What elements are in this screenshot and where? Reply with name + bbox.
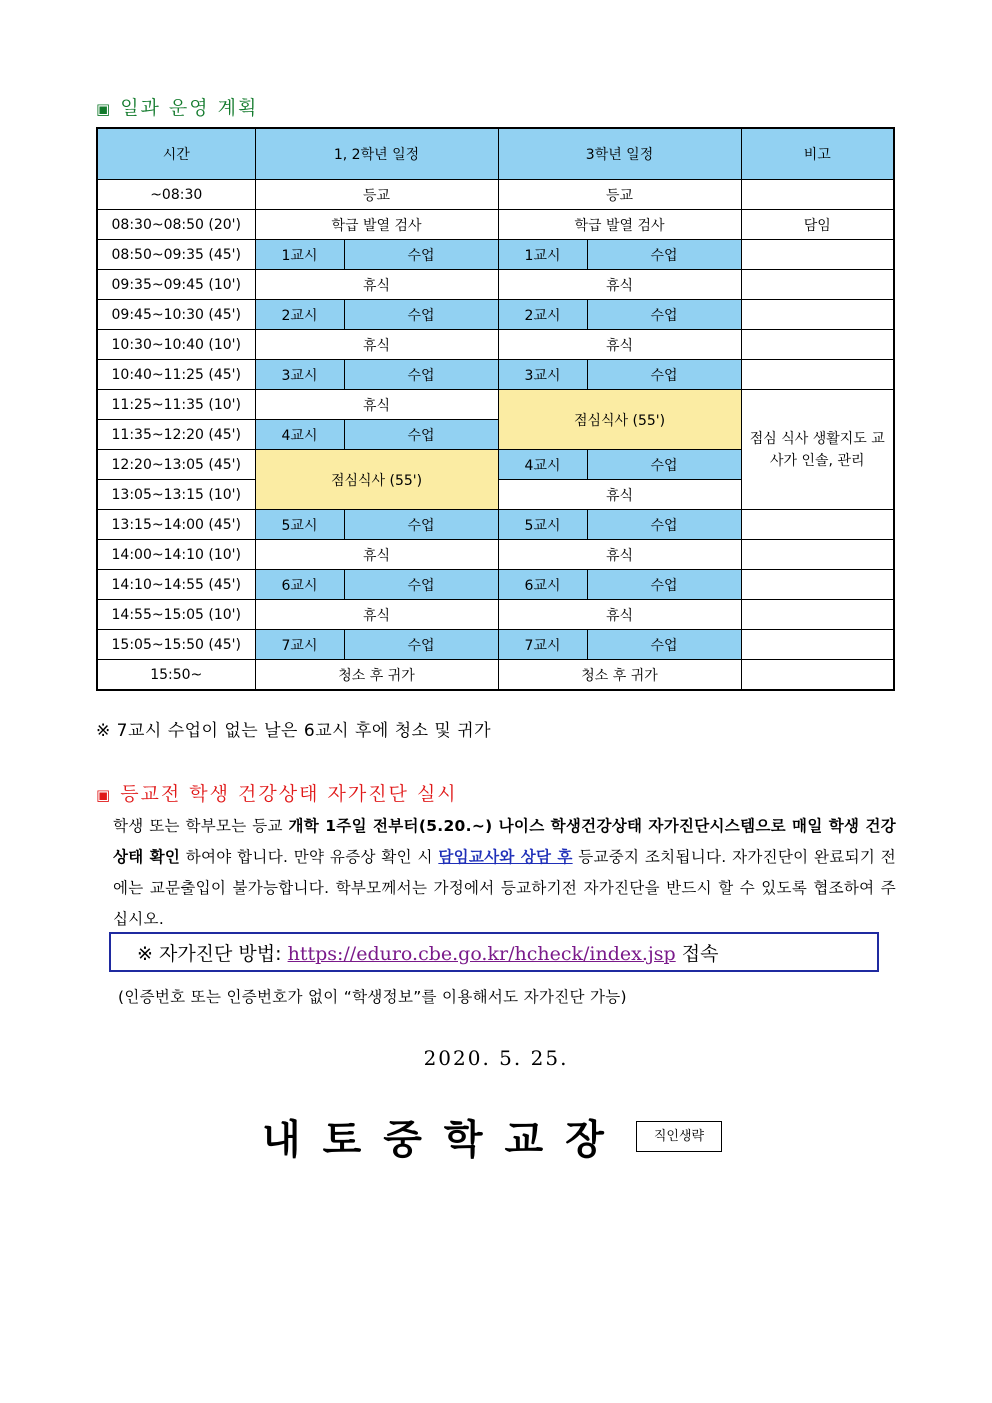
grade3-cell: 등교 xyxy=(498,180,741,210)
lunch-supervision-note-cell: 점심 식사 생활지도 교사가 인솔, 관리 xyxy=(741,390,894,510)
grade3-cell: 휴식 xyxy=(498,330,741,360)
grade3-period-cell: 5교시 xyxy=(498,510,587,540)
table-row xyxy=(97,300,894,330)
header-time: 시간 xyxy=(97,128,255,180)
grade12-cell: 학급 발열 검사 xyxy=(255,210,498,240)
grade3-period-cell: 2교시 xyxy=(498,300,587,330)
table-row xyxy=(97,210,894,240)
note-cell xyxy=(741,570,894,600)
table-row xyxy=(97,600,894,630)
grade12-class-cell: 수업 xyxy=(344,630,498,660)
note-cell xyxy=(741,300,894,330)
note-cell xyxy=(741,330,894,360)
grade12-class-cell: 수업 xyxy=(344,240,498,270)
grade3-period-cell: 7교시 xyxy=(498,630,587,660)
table-row xyxy=(97,540,894,570)
grade12-cell: 휴식 xyxy=(255,600,498,630)
grade12-class-cell: 수업 xyxy=(344,570,498,600)
time-cell: 14:55~15:05 (10') xyxy=(97,600,255,630)
square-bullet-icon: ▣ xyxy=(96,786,111,804)
self-check-paragraph xyxy=(113,811,896,935)
para-text-3: 등교중지 조치됩니다. 자가진단이 완료되기 전에는 교문출입이 불가능합니다. 학부모께서는 가정에서 등교하기전 자가진단을 반드시 할 수 있도록 협조하여 주십시오. xyxy=(113,848,896,928)
grade12-period-cell: 4교시 xyxy=(255,420,344,450)
grade3-class-cell: 수업 xyxy=(587,360,741,390)
note-cell xyxy=(741,660,894,691)
grade3-cell: 학급 발열 검사 xyxy=(498,210,741,240)
table-row xyxy=(97,330,894,360)
grade12-cell: 등교 xyxy=(255,180,498,210)
para-text-2: 하여야 합니다. 만약 유증상 확인 시 xyxy=(180,848,439,866)
grade3-class-cell: 수업 xyxy=(587,630,741,660)
note-cell xyxy=(741,270,894,300)
section-title-text: 일과 운영 계획 xyxy=(120,97,259,119)
principal-signature: 내토중학교장 xyxy=(262,1117,626,1163)
grade12-cell: 휴식 xyxy=(255,390,498,420)
note-cell xyxy=(741,180,894,210)
grade3-cell: 휴식 xyxy=(498,600,741,630)
note-cell xyxy=(741,600,894,630)
time-cell: 09:35~09:45 (10') xyxy=(97,270,255,300)
schedule-table xyxy=(96,127,895,691)
grade3-cell: 휴식 xyxy=(498,270,741,300)
note-cell xyxy=(741,360,894,390)
homeroom-teacher-consult-link: 담임교사와 상담 후 xyxy=(438,848,573,866)
grade12-class-cell: 수업 xyxy=(344,360,498,390)
note-cell xyxy=(741,240,894,270)
note-cell xyxy=(741,630,894,660)
grade3-period-cell: 3교시 xyxy=(498,360,587,390)
grade12-cell: 휴식 xyxy=(255,540,498,570)
header-note: 비고 xyxy=(741,128,894,180)
time-cell: 08:30~08:50 (20') xyxy=(97,210,255,240)
grade12-cell: 휴식 xyxy=(255,330,498,360)
para-bold-1: 개학 1주일 전부터(5.20.~) 나이스 학생건강상태 자가진단시스템으로 매일 학생 건강상태 확인 xyxy=(113,817,897,866)
method-prefix: ※ 자가진단 방법: xyxy=(137,943,288,965)
time-cell: 15:05~15:50 (45') xyxy=(97,630,255,660)
time-cell: ~08:30 xyxy=(97,180,255,210)
grade3-class-cell: 수업 xyxy=(587,570,741,600)
table-row xyxy=(97,510,894,540)
time-cell: 10:40~11:25 (45') xyxy=(97,360,255,390)
grade12-period-cell: 2교시 xyxy=(255,300,344,330)
table-row xyxy=(97,660,894,691)
grade12-lunch-cell: 점심식사 (55') xyxy=(255,450,498,510)
time-cell: 10:30~10:40 (10') xyxy=(97,330,255,360)
grade3-class-cell: 수업 xyxy=(587,300,741,330)
table-row xyxy=(97,360,894,390)
grade12-cell: 청소 후 귀가 xyxy=(255,660,498,691)
section-title-text: 등교전 학생 건강상태 자가진단 실시 xyxy=(120,783,458,805)
header-grade12: 1, 2학년 일정 xyxy=(255,128,498,180)
no-7th-period-note: ※ 7교시 수업이 없는 날은 6교시 후에 청소 및 귀가 xyxy=(96,721,492,741)
grade12-cell: 휴식 xyxy=(255,270,498,300)
self-check-url-link[interactable]: https://eduro.cbe.go.kr/hcheck/index.jsp xyxy=(287,943,676,965)
grade3-lunch-cell: 점심식사 (55') xyxy=(498,390,741,450)
grade3-cell: 휴식 xyxy=(498,540,741,570)
time-cell: 08:50~09:35 (45') xyxy=(97,240,255,270)
time-cell: 13:05~13:15 (10') xyxy=(97,480,255,510)
grade12-period-cell: 6교시 xyxy=(255,570,344,600)
document-date: 2020. 5. 25. xyxy=(423,1046,569,1070)
note-cell: 담임 xyxy=(741,210,894,240)
grade12-class-cell: 수업 xyxy=(344,300,498,330)
time-cell: 14:00~14:10 (10') xyxy=(97,540,255,570)
grade12-class-cell: 수업 xyxy=(344,420,498,450)
seal-omitted-stamp: 직인생략 xyxy=(636,1121,722,1152)
grade12-period-cell: 7교시 xyxy=(255,630,344,660)
grade12-period-cell: 1교시 xyxy=(255,240,344,270)
grade3-period-cell: 6교시 xyxy=(498,570,587,600)
square-bullet-icon: ▣ xyxy=(96,100,111,118)
method-suffix: 접속 xyxy=(675,943,719,965)
time-cell: 11:35~12:20 (45') xyxy=(97,420,255,450)
time-cell: 14:10~14:55 (45') xyxy=(97,570,255,600)
header-grade3: 3학년 일정 xyxy=(498,128,741,180)
time-cell: 15:50~ xyxy=(97,660,255,691)
note-cell xyxy=(741,510,894,540)
table-row xyxy=(97,180,894,210)
grade3-period-cell: 1교시 xyxy=(498,240,587,270)
grade3-class-cell: 수업 xyxy=(587,240,741,270)
note-cell xyxy=(741,540,894,570)
time-cell: 13:15~14:00 (45') xyxy=(97,510,255,540)
grade3-cell: 휴식 xyxy=(498,480,741,510)
grade12-period-cell: 5교시 xyxy=(255,510,344,540)
grade12-period-cell: 3교시 xyxy=(255,360,344,390)
time-cell: 12:20~13:05 (45') xyxy=(97,450,255,480)
grade3-period-cell: 4교시 xyxy=(498,450,587,480)
grade12-class-cell: 수업 xyxy=(344,510,498,540)
table-row xyxy=(97,570,894,600)
table-row xyxy=(97,390,894,420)
time-cell: 11:25~11:35 (10') xyxy=(97,390,255,420)
self-check-method-box xyxy=(109,932,879,972)
grade3-cell: 청소 후 귀가 xyxy=(498,660,741,691)
table-row xyxy=(97,240,894,270)
section-title-schedule xyxy=(96,93,258,120)
grade3-class-cell: 수업 xyxy=(587,510,741,540)
section-title-self-check xyxy=(96,779,458,806)
time-cell: 09:45~10:30 (45') xyxy=(97,300,255,330)
auth-note: (인증번호 또는 인증번호가 없이 “학생정보”를 이용해서도 자가진단 가능) xyxy=(118,988,627,1006)
table-row xyxy=(97,270,894,300)
para-text-1: 학생 또는 학부모는 등교 xyxy=(113,817,289,835)
table-row xyxy=(97,630,894,660)
table-header-row xyxy=(97,128,894,180)
grade3-class-cell: 수업 xyxy=(587,450,741,480)
